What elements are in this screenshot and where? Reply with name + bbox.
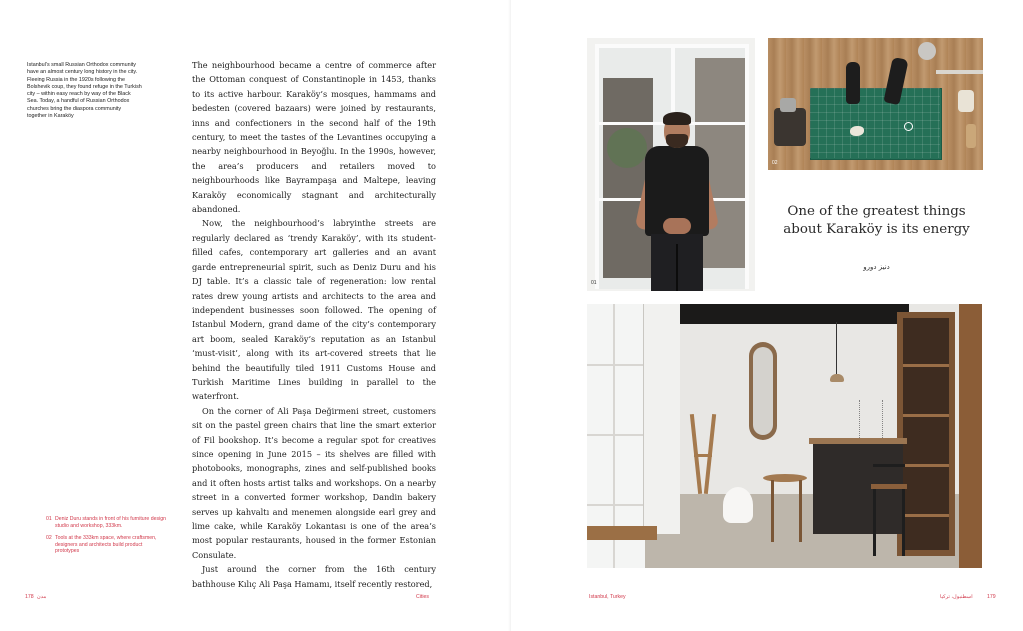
window-frame: [671, 44, 675, 116]
window-frame: [595, 44, 599, 289]
interior-photo: [587, 304, 982, 568]
shelf: [903, 364, 949, 367]
body-paragraph-2: Now, the neighbourhood’s labryinthe streets are regularly declared as ‘trendy Karaköy’, with its student-filled cafes, contemporary art galleries and an avant garde entrepreneurial spirit, such as Deniz Duru and his DJ table. It’s a classic tale of regeneration: low rental rates drew young artists and architects to the area and independent businesses soon followed. The opening of Istanbul Modern, grand dame of the city’s contemporary art boom, sealed Karaköy’s reputation as an Istanbul ‘must-visit’, along with its art-covered streets that lie behind the beautifully tiled 1911 Customs House and Turkish Maritime Lines building in parallel to the waterfront.: [192, 218, 436, 402]
page-number-left: 178: [25, 594, 34, 600]
stool-back: [873, 464, 905, 467]
body-paragraph-3: On the corner of Ali Paşa Değirmeni street, customers sit on the pastel green chairs that line the smart exterior of Fil bookshop. It’s become a regular spot for creatives since opening in June 2015 – its shelves are filled with photobooks, monographs, zines and self-published books and it often hosts artist talks and workshops. On a nearby street in a converted former workshop, Dandin bakery serves up kahvaltı and menemen alongside earl grey and lime cake, while Karaköy Lokantası is one of the area’s most popular restaurants, housed in the former Estonian Consulate.: [192, 405, 436, 560]
pendant-lamp: [830, 374, 844, 382]
door: [643, 304, 680, 534]
plant: [607, 128, 647, 168]
window-frame: [595, 198, 645, 201]
left-page: [0, 0, 511, 631]
photo-captions: [46, 516, 166, 561]
cutting-mat-grid: [810, 88, 940, 158]
workbench-photo: [768, 38, 983, 170]
workpiece: [850, 126, 864, 136]
person-hands: [663, 218, 691, 234]
ring-object: [904, 122, 913, 131]
wooden-chair: [692, 414, 714, 494]
shelf: [903, 514, 949, 517]
metal-rail: [936, 70, 983, 74]
photo-caption-number: 02: [46, 535, 52, 542]
person-beard: [666, 134, 688, 148]
sanding-disk: [918, 42, 936, 60]
bench: [587, 526, 657, 540]
leg-gap: [676, 244, 678, 291]
pendant-cord: [836, 322, 837, 374]
bar-stool: [871, 464, 907, 556]
shelf: [903, 464, 949, 467]
pull-quote: One of the greatest things about Karaköy is its energy: [783, 204, 970, 237]
window-frame: [745, 44, 749, 289]
section-label-left: Cities: [416, 594, 429, 600]
photo-caption-text: Deniz Duru stands in front of his furniture design studio and workshop, 333km.: [55, 516, 167, 529]
page-number-right: 179: [987, 594, 996, 600]
photo-caption-01: [46, 516, 166, 529]
window-bar: [587, 364, 645, 366]
photo-number-02: 02: [772, 160, 778, 166]
power-tool: [774, 108, 806, 146]
counter-top: [809, 438, 907, 444]
photo-caption-number: 01: [46, 516, 52, 522]
round-seat: [723, 487, 753, 523]
bottle: [966, 124, 976, 148]
pull-quote-attribution: دنيز دورو: [863, 263, 890, 271]
body-text: [192, 58, 436, 591]
window-bar: [587, 434, 645, 436]
block: [958, 90, 974, 112]
ceiling: [659, 304, 909, 324]
table-leg: [771, 480, 774, 542]
side-caption: Istanbul’s small Russian Orthodox community have an almost century long history in the city. Fleeing Russia in the 1920s following the Bolshevik coup, they found refuge in the Turkish city – within easy reach by way of the Black Sea. Today, a handful of Russian Orthodox churches bring the diaspora community together in Karaköy: [27, 62, 142, 120]
glove: [846, 62, 860, 104]
folio-arabic-left: مدن: [37, 594, 47, 600]
folio-arabic-right: اسطنبول، تركيا: [940, 594, 973, 600]
person-hair: [663, 112, 691, 125]
photo-caption-02: [46, 535, 166, 555]
tool-part: [780, 98, 796, 112]
shelf: [903, 414, 949, 417]
wood-panel: [959, 304, 982, 568]
body-paragraph-4: Just around the corner from the 16th century bathhouse Kılıç Ali Paşa Hamamı, itself recently restored,: [192, 564, 436, 589]
window-frame: [709, 198, 747, 201]
stool-leg: [873, 489, 876, 556]
table-leg: [799, 480, 802, 542]
mirror-glass: [753, 347, 773, 435]
section-label-right: Istanbul, Turkey: [589, 594, 626, 600]
plant: [859, 400, 883, 438]
photo-number-01: 01: [591, 280, 597, 286]
portrait-photo: [587, 38, 755, 291]
window-bar: [587, 504, 645, 506]
body-paragraph-1: The neighbourhood became a centre of commerce after the Ottoman conquest of Constantinople in 1453, thanks to its active harbour. Karaköy’s mosques, hammams and bedesten (covered bazaars) were joined by restaurants, inns and confectioners in the second half of the 19th century, to meet the tastes of the Levantines occupying a nearby neighbourhood in Beyoğlu. In the 1990s, however, the area’s producers and retailers moved to neighbourhoods like Bayrampaşa and Maltepe, leaving Karaköy economically stagnant and architecturally abandoned.: [192, 60, 436, 215]
stool-leg: [902, 489, 905, 556]
chair-rail: [694, 454, 712, 457]
photo-caption-text: Tools at the 333km space, where craftsmen, designers and architects build product prototypes: [55, 535, 157, 555]
